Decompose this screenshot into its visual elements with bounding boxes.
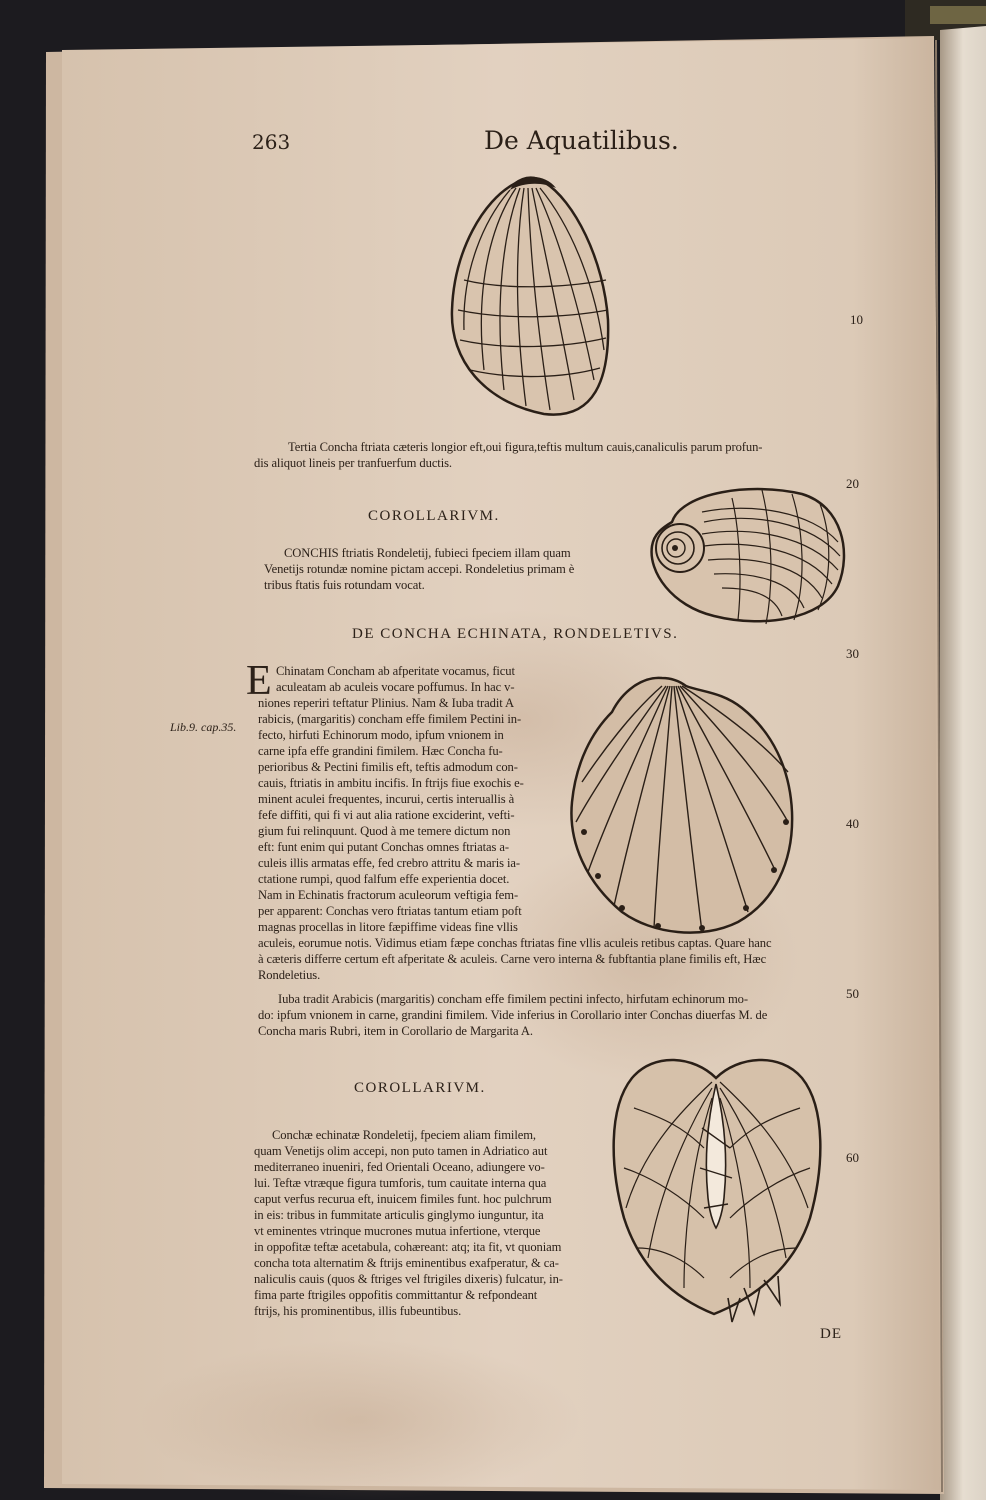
margin-line-number: 60 (846, 1150, 859, 1165)
corollarium2-line-5: caput verfus recurua eft, inuicem fimiles funt. hoc pulchrum (254, 1192, 552, 1206)
running-title: De Aquatilibus. (484, 126, 679, 155)
corollarium-heading-1: COROLLARIVM. (368, 508, 500, 524)
echinata-line-20: Rondeletius. (258, 968, 321, 982)
corollarium2-line-6: in eis: tribus in fummitate articulis ginglymo iunguntur, ita (254, 1208, 544, 1222)
echinata-line-10: fefe diffiti, qui fi vi aut alia ratione exciderint, vefti- (258, 808, 515, 822)
corollarium-heading-2: COROLLARIVM. (354, 1080, 486, 1096)
corollarium1-line-1: CONCHIS ftriatis Rondeletij, fubieci fpeciem illam quam (284, 546, 571, 560)
corollarium2-line-3: mediterraneo inueniri, fed Orientali Oceano, adiungere vo- (254, 1160, 545, 1174)
corollarium2-line-12: ftrijs, his prominentibus, illis fubeuntibus. (254, 1304, 462, 1318)
iuba-line-1: Iuba tradit Arabicis (margaritis) concham effe fimilem pectini infecto, hirfutam echinorum mo- (278, 992, 748, 1006)
corollarium2-line-8: in oppofitæ teftæ acetabula, cohæreant: atq; ita fit, vt quoniam (254, 1240, 562, 1254)
echinata-line-6: carne ipfa effe grandini fimilem. Hæc Concha fu- (258, 744, 503, 758)
margin-line-number: 30 (846, 646, 859, 661)
margin-line-number: 50 (846, 986, 859, 1001)
margin-line-number: 40 (846, 816, 859, 831)
corollarium1-line-2: Venetijs rotundæ nomine pictam accepi. Rondeletius primam è (264, 562, 575, 576)
echinata-line-11: gium fui relinquunt. Quod à me temere dictum non (258, 824, 511, 838)
echinata-line-4: rabicis, (margaritis) concham effe fimilem Pectini in- (258, 712, 522, 726)
iuba-line-2: do: ipfum vnionem in carne, grandini fimilem. Vide inferius in Corollario inter Conchas diuerfas M. de (258, 1008, 768, 1022)
echinata-line-16: per apparent: Conchas vero ftriatas tantum etiam poft (258, 904, 522, 918)
echinata-line-15: Nam in Echinatis fractorum aculeorum veftigia fem- (258, 888, 519, 902)
echinata-line-14: ctatione rumpi, quod falfum effe experientia docet. (258, 872, 510, 886)
page-number: 263 (252, 130, 291, 154)
echinata-line-3: niones reperiri teftatur Plinius. Nam & Iuba tradit A (258, 696, 514, 710)
echinata-line-9: minent aculei frequentes, incurui, certis interuallis à (258, 792, 515, 806)
echinata-line-5: fecto, hirfuti Echinorum modo, ipfum vnionem in (258, 728, 504, 742)
corollarium2-line-7: vt eminentes vtrinque mucrones mutua infertione, vterque (254, 1224, 541, 1238)
echinata-line-18: aculeis, eorumue notis. Vidimus etiam fæpe conchas ftriatas fine vllis aculeis retibus captas. Quare hanc (258, 936, 772, 950)
corollarium2-line-2: quam Venetijs olim accepi, non puto tamen in Adriatico aut (254, 1144, 548, 1158)
round-striated-shell-illustration (642, 482, 852, 627)
heart-shaped-shell-illustration (604, 1048, 830, 1324)
corollarium2-line-1: Conchæ echinatæ Rondeletij, fpeciem aliam fimilem, (272, 1128, 536, 1142)
margin-line-number: 20 (846, 476, 859, 491)
margin-note-reference: Lib.9. cap.35. (170, 720, 237, 734)
echinata-line-13: culeis illis armatas effe, fed crebro attritu & maris ia- (258, 856, 520, 870)
striated-oval-shell-illustration (444, 170, 614, 420)
corollarium2-line-9: concha tota alternatim & ftrijs eminentibus exafperatur, & ca- (254, 1256, 559, 1270)
margin-line-number: 10 (850, 312, 863, 327)
tertia-line-1: Tertia Concha ftriata cæteris longior eft,oui figura,teftis multum cauis,canaliculis parum profun- (288, 440, 763, 454)
echinata-line-8: cauis, ftriatis in ambitu incifis. In ftrijs fiue exochis e- (258, 776, 524, 790)
corollarium2-line-11: fima parte ftrigiles oppofitis committantur & refpondeant (254, 1288, 538, 1302)
echinate-shell-illustration (562, 672, 798, 944)
tertia-line-2: dis aliquot lineis per tranfuerfum ductis. (254, 456, 452, 470)
corollarium1-line-3: tribus ftatis fuis rotundam vocat. (264, 578, 425, 592)
echinata-line-7: perioribus & Pectini fimilis eft, teftis admodum con- (258, 760, 518, 774)
echinata-line-1: Chinatam Concham ab afperitate vocamus, ficut (276, 664, 515, 678)
section-heading-concha-echinata: DE CONCHA ECHINATA, RONDELETIVS. (352, 626, 679, 642)
echinata-line-12: eft: funt enim qui putant Conchas omnes ftriatas a- (258, 840, 509, 854)
echinata-line-19: à cæteris differre certum eft afperitate & aculeis. Carne vero interna & fubftantia plane fimilis eft, Hæc (258, 952, 767, 966)
echinata-line-17: magnas procellas in litore fæpiffime videas fine vllis (258, 920, 518, 934)
dropcap-letter: E (246, 658, 272, 704)
echinata-line-2: aculeatam ab aculeis vocare poffumus. In hac v- (276, 680, 515, 694)
iuba-line-3: Concha maris Rubri, item in Corollario de Margarita A. (258, 1024, 533, 1038)
corollarium2-line-10: naliculis cauis (quos & ftriges vel ftrigiles dixeris) fulcatur, in- (254, 1272, 563, 1286)
corollarium2-line-4: lui. Teftæ vtræque figura tumforis, tum cauitate interna qua (254, 1176, 547, 1190)
catchword: DE (820, 1326, 842, 1342)
